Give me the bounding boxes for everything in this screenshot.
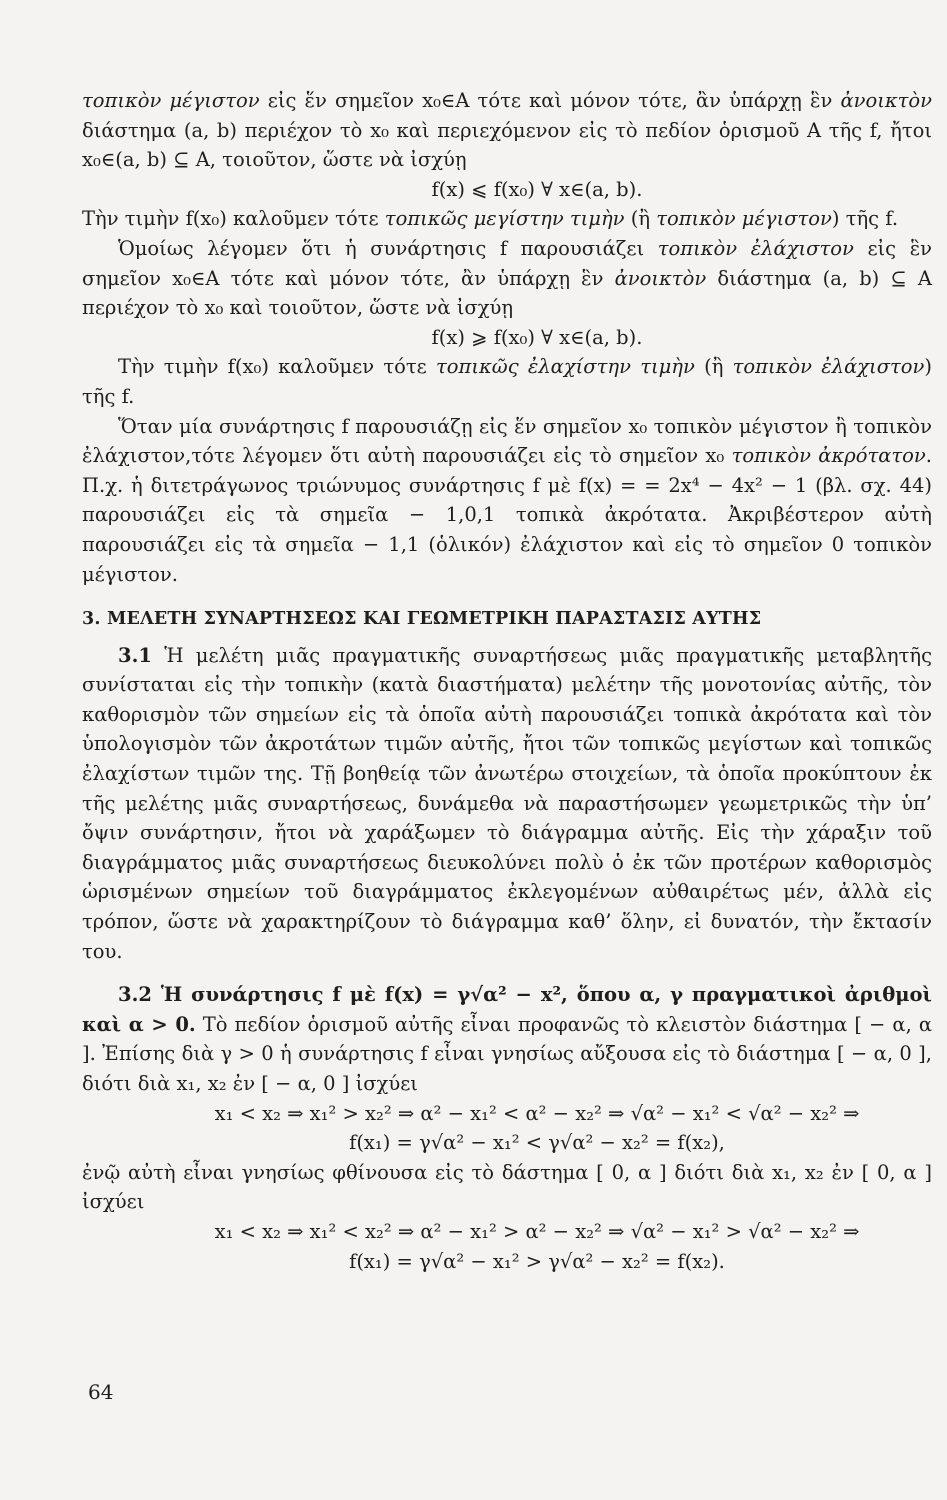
text-run: Ἡ μελέτη μιᾶς πραγματικῆς συναρτήσεως μιᾶς πραγματικῆς μεταβλητῆς συνίσταται εἰς τὴν τοπικὴν (κατὰ διαστήματα) μελέτην τῆς μονοτονίας αὐτῆς, τὸν καθορισμὸν τῶν σημείων εἰς τὰ ὁποῖα αὐτὴ παρουσιάζει τοπικὰ ἀκρότατα καὶ τὸν ὑπολογισμὸν τῶν ἀκροτάτων τιμῶν αὐτῆς, ἤτοι τῶν τοπικῶς μεγίστων καὶ τοπικῶς ἐλαχίστων τιμῶν της. Τῇ βοηθείᾳ τῶν ἀνωτέρω στοιχείων, τὰ ὁποῖα προκύπτουν ἐκ τῆς μελέτης μιᾶς συναρτήσεως, δυνάμεθα νὰ παραστήσωμεν γεωμετρικῶς τὴν ὑπ’ ὄψιν συνάρτησιν, ἤτοι νὰ χαράξωμεν τὸ διάγραμμα αὐτῆς. Εἰς τὴν χάραξιν τοῦ διαγράμματος μιᾶς συναρτήσεως διευκολύνει πολὺ ὁ ἐκ τῶν προτέρων καθορισμὸς ὡρισμένων σημείων τοῦ διαγράμματος ἐκλεγομένων αὐθαιρέτως μέν, ἀλλὰ εἰς τρόπον, ὥστε νὰ χαρακτηρίζουν τὸ διάγραμμα καθ’ ὅλην, εἰ δυνατόν, τὴν ἔκτασίν του. xyxy=(82,643,932,963)
text-run: . Π.χ. ἡ διτετράγωνος τριώνυμος συνάρτησις f μὲ f(x) = = 2x⁴ − 4x² − 1 (βλ. σχ. 44) παρουσιάζει εἰς τὰ σημεῖα − 1,0,1 τοπικὰ ἀκρότατα. Ἀκριβέστερον αὐτὴ παρουσιάζει εἰς τὰ σημεῖα − 1,1 (ὁλικόν) ἐλάχιστον καὶ εἰς τὸ σημεῖον 0 τοπικὸν μέγιστον. xyxy=(82,444,932,586)
text-run: εἰς ἕν σημεῖον x₀∈A τότε καὶ μόνον τότε, ἂν ὑπάρχῃ ἓν xyxy=(259,89,841,112)
section-heading-3-2: 3.2 Ἡ συνάρτησις f μὲ f(x) = γ√α² − x², ὅπου α, γ πραγματικοὶ ἀριθμοὶ καὶ α > 0. xyxy=(82,983,932,1036)
text-run: (ἢ xyxy=(624,207,657,231)
formula-increasing-1: x₁ < x₂ ⇒ x₁² > x₂² ⇒ α² − x₁² < α² − x₂² ⇒ √α² − x₁² < √α² − x₂² ⇒ xyxy=(214,1101,860,1125)
spacer xyxy=(82,966,932,980)
paragraph-local-max-value xyxy=(82,204,932,234)
paragraph-local-extremum xyxy=(82,412,932,590)
text-run: ) τῆς f. xyxy=(831,207,899,231)
term: τοπικὸν ἐλάχιστον xyxy=(732,355,925,379)
page-body xyxy=(82,86,932,1276)
text-run: εἰς ἓν σημεῖον x₀∈A τότε καὶ μόνον τότε, ἂν ὑπάρχῃ ἓν xyxy=(82,236,933,290)
term-local-maximum: τοπικὸν μέγιστον xyxy=(82,89,260,112)
page-number: 64 xyxy=(88,1380,114,1404)
paragraph-3-1 xyxy=(82,641,932,967)
section-heading: 3. ΜΕΛΕΤΗ ΣΥΝΑΡΤΗΣΕΩΣ ΚΑΙ ΓΕΩΜΕΤΡΙΚΗ ΠΑΡΑΣΤΑΣΙΣ ΑΥΤΗΣ xyxy=(82,609,762,630)
term: τοπικῶς μεγίστην τιμὴν xyxy=(384,207,625,231)
term: τοπικὸν ἐλάχιστον xyxy=(657,236,854,260)
term: τοπικὸν μέγιστον xyxy=(656,207,832,231)
paragraph-local-min-value xyxy=(82,352,932,411)
section-number: 3.1 xyxy=(118,643,152,667)
paragraph-decreasing: ἐνῷ αὐτὴ εἶναι γνησίως φθίνουσα εἰς τὸ δάστημα [ 0, α ] διότι διὰ x₁, x₂ ἐν [ 0, α ] ἰσχύει xyxy=(82,1160,932,1214)
text-run: διάστημα (a, b) περιέχον τὸ x₀ καὶ περιεχόμενον εἰς τὸ πεδίον ὁρισμοῦ A τῆς f, ἤτοι x₀∈(a, b) ⊆ A, τοιοῦτον, ὥστε νὰ ἰσχύῃ xyxy=(82,118,932,172)
formula-max-condition: f(x) ⩽ f(x₀) ∀ x∈(a, b). xyxy=(431,177,643,201)
term: τοπικῶς ἐλαχίστην τιμὴν xyxy=(436,355,695,379)
text-run: (ἢ xyxy=(694,355,733,379)
term: τοπικὸν ἀκρότατον xyxy=(731,444,926,468)
text-run: Ὅταν μία συνάρτησις f παρουσιάζῃ εἰς ἕν σημεῖον x₀ τοπικὸν μέγιστον ἢ τοπικὸν ἐλάχιστον,τότε λέγομεν ὅτι αὐτὴ παρουσιάζει εἰς τὸ σημεῖον x₀ xyxy=(82,414,932,468)
paragraph-local-minimum-def xyxy=(82,234,932,323)
term-open: ἀνοικτὸν xyxy=(840,89,933,112)
paragraph-3-2 xyxy=(82,980,932,1098)
text-run: Τὸ πεδίον ὁρισμοῦ αὐτῆς εἶναι προφανῶς τὸ κλειστὸν διάστημα [ − α, α ]. Ἐπίσης διὰ γ > 0 ἡ συνάρτησις f εἶναι γνησίως αὔξουσα εἰς τὸ διάστημα [ − α, 0 ], διότι διὰ x₁, x₂ ἐν [ − α, 0 ] ἰσχύει xyxy=(82,1012,932,1095)
formula-min-condition: f(x) ⩾ f(x₀) ∀ x∈(a, b). xyxy=(431,325,643,349)
text-run: διάστημα (a, b) ⊆ A περιέχον τὸ x₀ καὶ τοιοῦτον, ὥστε νὰ ἰσχύῃ xyxy=(82,266,932,320)
paragraph-local-maximum-def xyxy=(82,86,932,175)
formula-increasing-2: f(x₁) = γ√α² − x₁² < γ√α² − x₂² = f(x₂), xyxy=(349,1131,725,1155)
term: ἀνοικτὸν xyxy=(614,266,707,290)
text-run: ) τῆς f. xyxy=(82,355,932,408)
text-run: Τὴν τιμὴν f(x₀) καλοῦμεν τότε xyxy=(82,207,385,231)
text-run: Ὁμοίως λέγομεν ὅτι ἡ συνάρτησις f παρουσιάζει xyxy=(118,236,658,260)
formula-decreasing-2: f(x₁) = γ√α² − x₁² > γ√α² − x₂² = f(x₂). xyxy=(349,1249,725,1273)
formula-decreasing-1: x₁ < x₂ ⇒ x₁² < x₂² ⇒ α² − x₁² > α² − x₂² ⇒ √α² − x₁² > √α² − x₂² ⇒ xyxy=(214,1219,860,1243)
text-run: Τὴν τιμὴν f(x₀) καλοῦμεν τότε xyxy=(118,355,437,379)
